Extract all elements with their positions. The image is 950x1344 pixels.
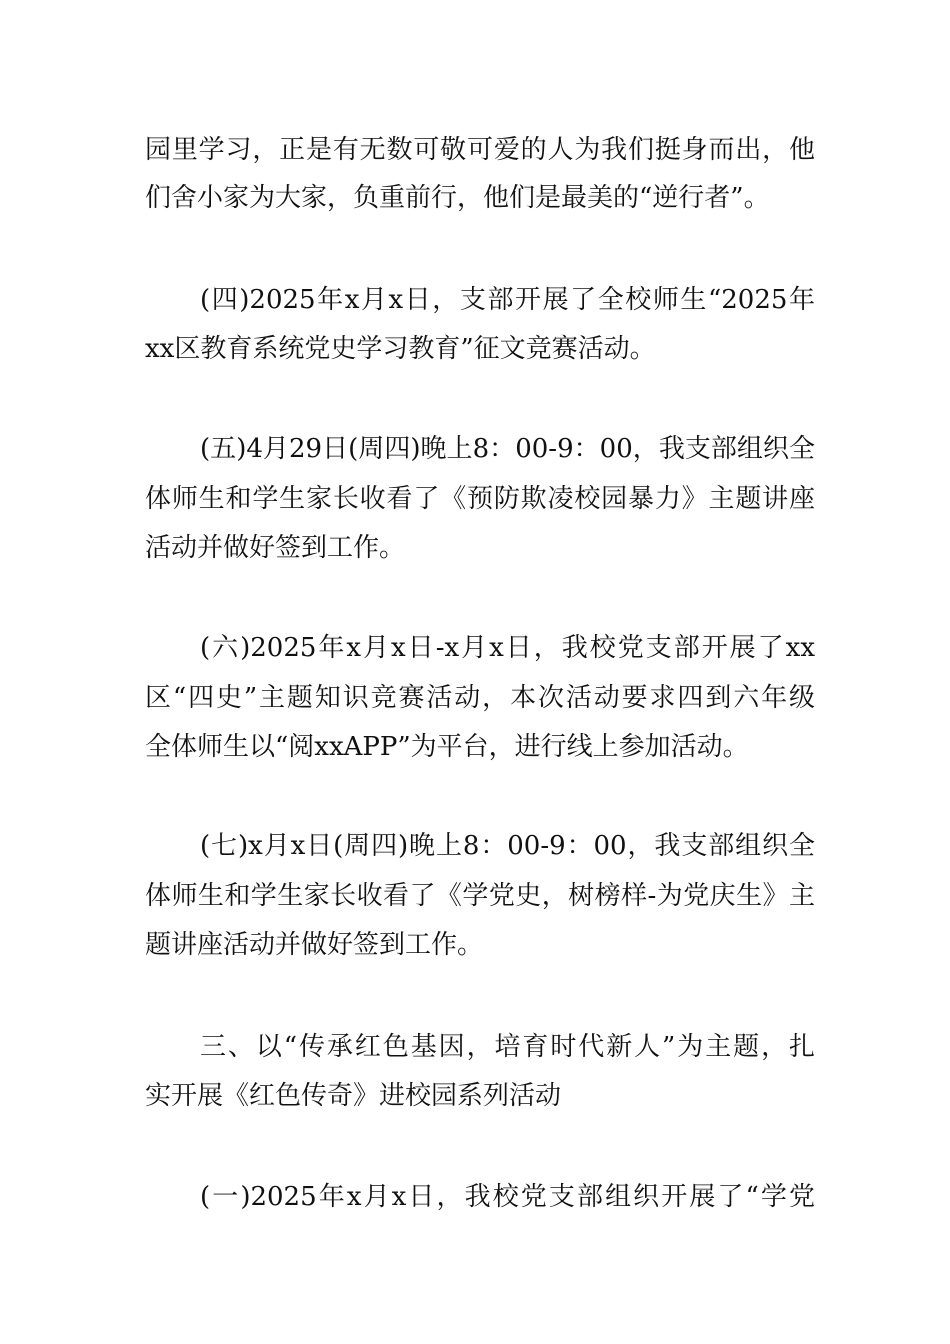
paragraph-line: (六)2025年x月x日-x月x日，我校党支部开展了xx [200, 633, 815, 663]
section-heading-line: 三、以“传承红色基因，培育时代新人”为主题，扎 [200, 1032, 815, 1062]
paragraph-line: 全体师生以“阅xxAPP”为平台，进行线上参加活动。 [145, 732, 749, 762]
paragraph-line: (一)2025年x月x日，我校党支部组织开展了“学党 [200, 1182, 815, 1212]
section-heading-line: 实开展《红色传奇》进校园系列活动 [145, 1081, 562, 1111]
paragraph-line: (七)x月x日(周四)晚上8：00-9：00，我支部组织全 [200, 831, 815, 861]
paragraph-line: 体师生和学生家长收看了《学党史，树榜样-为党庆生》主 [145, 881, 815, 911]
paragraph-line: 园里学习，正是有无数可敬可爱的人为我们挺身而出，他 [145, 135, 815, 165]
paragraph-line: 题讲座活动并做好签到工作。 [145, 930, 484, 960]
paragraph-line: 体师生和学生家长收看了《预防欺凌校园暴力》主题讲座 [145, 484, 815, 514]
paragraph-line: (五)4月29日(周四)晚上8：00-9：00，我支部组织全 [200, 434, 815, 464]
paragraph-line: xx区教育系统党史学习教育”征文竞赛活动。 [145, 334, 656, 364]
paragraph-line: (四)2025年x月x日，支部开展了全校师生“2025年 [200, 285, 815, 315]
paragraph-line: 区“四史”主题知识竞赛活动，本次活动要求四到六年级 [145, 683, 815, 713]
paragraph-line: 们舍小家为大家，负重前行，他们是最美的“逆行者”。 [145, 183, 770, 213]
paragraph-line: 活动并做好签到工作。 [145, 533, 406, 563]
